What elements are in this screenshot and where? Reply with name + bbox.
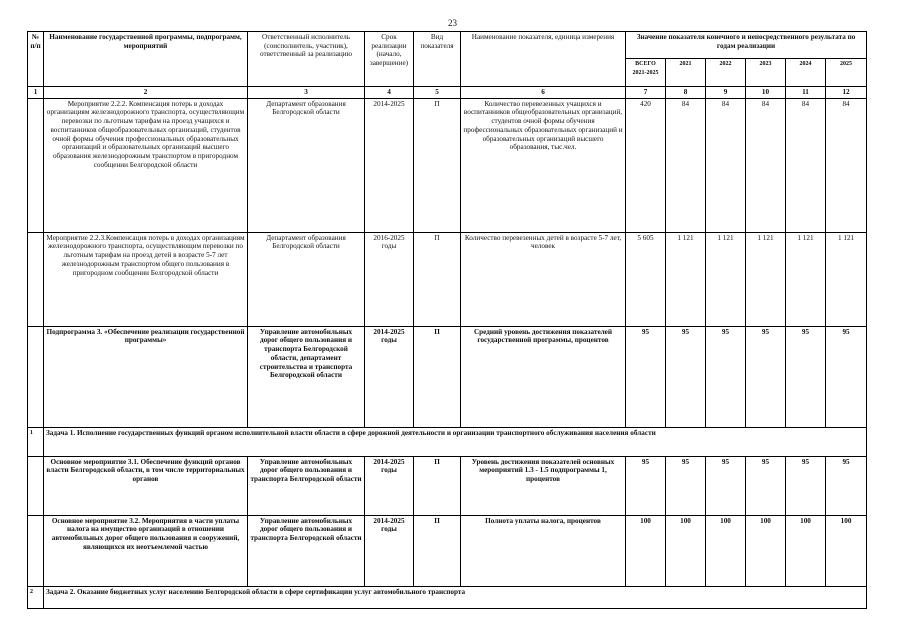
- row-executor: Управление автомобильных дорог общего пользования и транспорта Белгородской области, департамент строительства и транспорта Белгородской области: [248, 326, 365, 427]
- column-number: 6: [461, 87, 626, 99]
- header-year: 2022: [706, 59, 746, 87]
- table-row: [28, 515, 867, 586]
- column-number: 10: [746, 87, 786, 99]
- row-total: 5 605: [626, 232, 666, 326]
- row-value: 1 121: [786, 232, 826, 326]
- row-term: 2014-2025 годы: [365, 456, 414, 515]
- header-row: [28, 32, 867, 59]
- row-num: [28, 326, 44, 427]
- page-number: 23: [448, 18, 457, 28]
- row-term: 2014-2025: [365, 98, 414, 232]
- column-number: 9: [706, 87, 746, 99]
- row-value: 1 121: [666, 232, 706, 326]
- row-value: 95: [706, 326, 746, 427]
- task-row: [28, 427, 867, 456]
- row-num: [28, 515, 44, 586]
- row-num: [28, 98, 44, 232]
- header-total: ВСЕГО 2021-2025: [626, 59, 666, 87]
- task-title: Задача 1. Исполнение государственных функций органом исполнительной власти области в сфере дорожной деятельности и организации транспортного обслуживания населения области: [44, 427, 867, 456]
- column-number: 8: [666, 87, 706, 99]
- column-number: 1: [28, 87, 44, 99]
- task-row: [28, 586, 867, 608]
- row-type: П: [414, 98, 461, 232]
- row-value: 100: [666, 515, 706, 586]
- row-executor: Департамент образования Белгородской области: [248, 232, 365, 326]
- table-row: [28, 98, 867, 232]
- column-number: 12: [826, 87, 867, 99]
- row-total: 100: [626, 515, 666, 586]
- row-value: 100: [746, 515, 786, 586]
- row-value: 84: [706, 98, 746, 232]
- row-name: Основное мероприятие 3.1. Обеспечение функций органов власти Белгородской области, в том числе территориальных органов: [44, 456, 248, 515]
- row-name: Мероприятие 2.2.2. Компенсация потерь в доходах организациям железнодорожного транспорта, осуществляющим перевозки по льготным тарифам на проезд учащихся и воспитанников общеобразовательных организаций, студентов очной формы обучения профессиональных образовательных организаций и образовательных организаций высшего образования железнодорожным транспортом в пригородном сообщении Белгородской области: [44, 98, 248, 232]
- row-indicator: Количество перевезенных детей в возрасте 5-7 лет, человек: [461, 232, 626, 326]
- row-value: 100: [706, 515, 746, 586]
- row-indicator: Уровень достижения показателей основных мероприятий 1.3 - 1.5 подпрограммы 1, процентов: [461, 456, 626, 515]
- row-value: 95: [786, 326, 826, 427]
- row-num: [28, 456, 44, 515]
- row-type: П: [414, 456, 461, 515]
- row-total: 95: [626, 456, 666, 515]
- row-value: 100: [826, 515, 867, 586]
- row-executor: Управление автомобильных дорог общего пользования и транспорта Белгородской области: [248, 515, 365, 586]
- column-number: 5: [414, 87, 461, 99]
- header-num: № п/п: [28, 32, 44, 87]
- row-value: 84: [746, 98, 786, 232]
- row-type: П: [414, 232, 461, 326]
- row-value: 84: [786, 98, 826, 232]
- table-row: [28, 326, 867, 427]
- row-num: [28, 232, 44, 326]
- row-indicator: Количество перевезенных учащихся и воспитанников общеобразовательных организаций, студентов очной формы обучения профессиональных образовательных организаций и образовательных организаций высшего образования, тыс.чел.: [461, 98, 626, 232]
- row-value: 1 121: [826, 232, 867, 326]
- row-executor: Департамент образования Белгородской области: [248, 98, 365, 232]
- row-value: 95: [666, 456, 706, 515]
- header-values: Значение показателя конечного и непосредственного результата по годам реализации: [626, 32, 867, 59]
- table-row: [28, 456, 867, 515]
- task-num: 2: [28, 586, 44, 608]
- header-term: Срок реализации (начало, завершение): [365, 32, 414, 87]
- row-total: 420: [626, 98, 666, 232]
- header-year: 2023: [746, 59, 786, 87]
- header-executor: Ответственный исполнитель (соисполнитель, участник), ответственный за реализацию: [248, 32, 365, 87]
- task-num: 1: [28, 427, 44, 456]
- header-year: 2024: [786, 59, 826, 87]
- row-term: 2014-2025 годы: [365, 515, 414, 586]
- row-value: 95: [786, 456, 826, 515]
- row-value: 84: [666, 98, 706, 232]
- row-value: 84: [826, 98, 867, 232]
- column-number: 3: [248, 87, 365, 99]
- row-type: П: [414, 326, 461, 427]
- column-number-row: [28, 87, 867, 99]
- row-name: Мероприятие 2.2.3.Компенсация потерь в доходах организациям железнодорожного транспорта, осуществляющим перевозки по льготным тарифам на проезд детей в возрасте 5-7 лет железнодорожным транспортом общего пользования в пригородном сообщении Белгородской области: [44, 232, 248, 326]
- row-value: 95: [706, 456, 746, 515]
- program-indicators-table: [27, 31, 867, 609]
- row-type: П: [414, 515, 461, 586]
- table-row: [28, 232, 867, 326]
- row-value: 95: [826, 456, 867, 515]
- column-number: 4: [365, 87, 414, 99]
- header-indicator: Наименование показателя, единица измерения: [461, 32, 626, 87]
- task-title: Задача 2. Оказание бюджетных услуг населению Белгородской области в сфере сертификации услуг автомобильного транспорта: [44, 586, 867, 608]
- row-name: Основное мероприятие 3.2. Мероприятия в части уплаты налога на имущество организаций в отношении автомобильных дорог общего пользования и сооружений, являющихся их неотъемлемой частью: [44, 515, 248, 586]
- column-number: 11: [786, 87, 826, 99]
- row-value: 100: [786, 515, 826, 586]
- row-term: 2016-2025 годы: [365, 232, 414, 326]
- row-value: 1 121: [706, 232, 746, 326]
- row-executor: Управление автомобильных дорог общего пользования и транспорта Белгородской области: [248, 456, 365, 515]
- row-value: 95: [826, 326, 867, 427]
- row-indicator: Средний уровень достижения показателей государственной программы, процентов: [461, 326, 626, 427]
- header-year: 2021: [666, 59, 706, 87]
- column-number: 2: [44, 87, 248, 99]
- header-year: 2025: [826, 59, 867, 87]
- header-name: Наименование государственной программы, подпрограмм, мероприятий: [44, 32, 248, 87]
- row-indicator: Полнота уплаты налога, процентов: [461, 515, 626, 586]
- row-term: 2014-2025 годы: [365, 326, 414, 427]
- row-value: 95: [746, 326, 786, 427]
- row-value: 1 121: [746, 232, 786, 326]
- row-name: Подпрограмма 3. «Обеспечение реализации государственной программы»: [44, 326, 248, 427]
- row-value: 95: [746, 456, 786, 515]
- column-number: 7: [626, 87, 666, 99]
- row-total: 95: [626, 326, 666, 427]
- header-type: Вид показателя: [414, 32, 461, 87]
- row-value: 95: [666, 326, 706, 427]
